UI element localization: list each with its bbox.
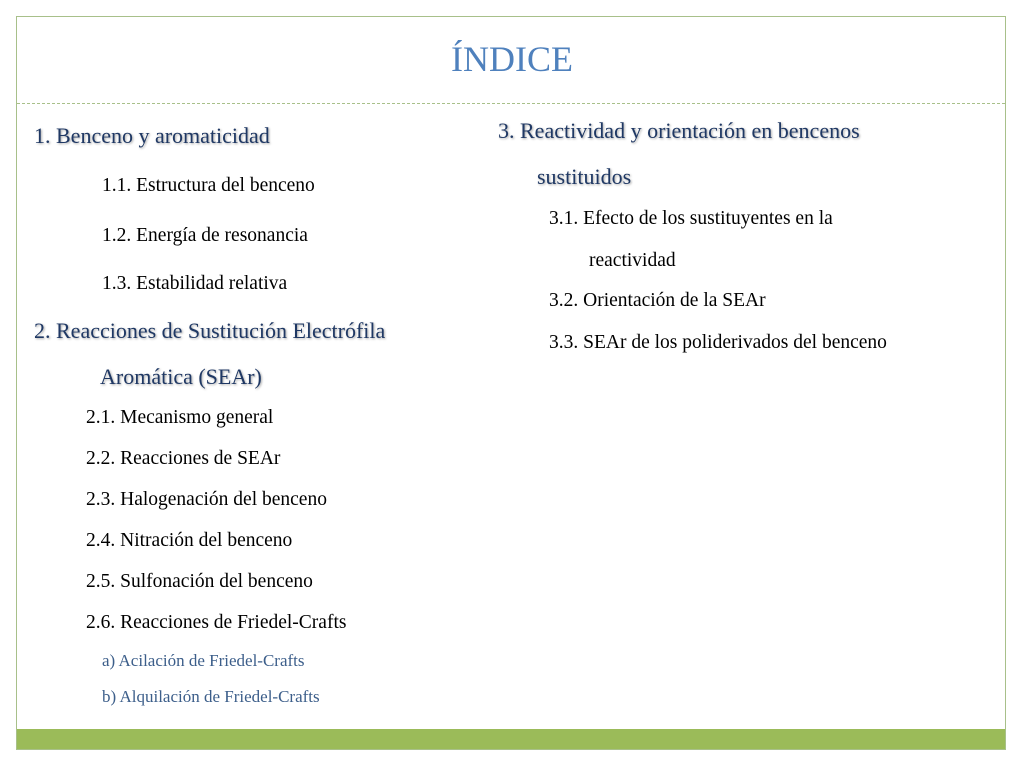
section-2-item-6: 2.6. Reacciones de Friedel-Crafts [86,612,347,633]
section-3-item-1-line-1: 3.1. Efecto de los sustituyentes en la [549,208,833,229]
section-2-heading-line-1: 2. Reacciones de Sustitución Electrófila [34,318,386,343]
section-3-heading-line-2: sustituidos [537,164,632,189]
section-2-item-3: 2.3. Halogenación del benceno [86,489,327,510]
section-2-item-2: 2.2. Reacciones de SEAr [86,448,281,469]
section-3-item-3: 3.3. SEAr de los poliderivados del benceno [549,332,887,353]
section-1-item-2: 1.2. Energía de resonancia [102,225,308,246]
footer-accent-bar [17,729,1005,749]
section-2-item-4: 2.4. Nitración del benceno [86,530,293,551]
slide-title: ÍNDICE [451,39,573,79]
title-divider [17,103,1005,104]
section-3-item-1-line-2: reactividad [589,250,676,271]
section-2-subitem-a: a) Acilación de Friedel-Crafts [102,651,305,670]
section-3-heading-line-1: 3. Reactividad y orientación en bencenos [498,118,860,143]
section-1-item-1: 1.1. Estructura del benceno [102,175,315,196]
section-3-item-2: 3.2. Orientación de la SEAr [549,290,766,311]
section-1-heading: 1. Benceno y aromaticidad [34,123,270,148]
section-1-item-3: 1.3. Estabilidad relativa [102,273,288,294]
section-2-item-5: 2.5. Sulfonación del benceno [86,571,313,592]
section-2-subitem-b: b) Alquilación de Friedel-Crafts [102,687,320,706]
section-2-heading-line-2: Aromática (SEAr) [100,364,262,389]
section-2-item-1: 2.1. Mecanismo general [86,407,274,428]
